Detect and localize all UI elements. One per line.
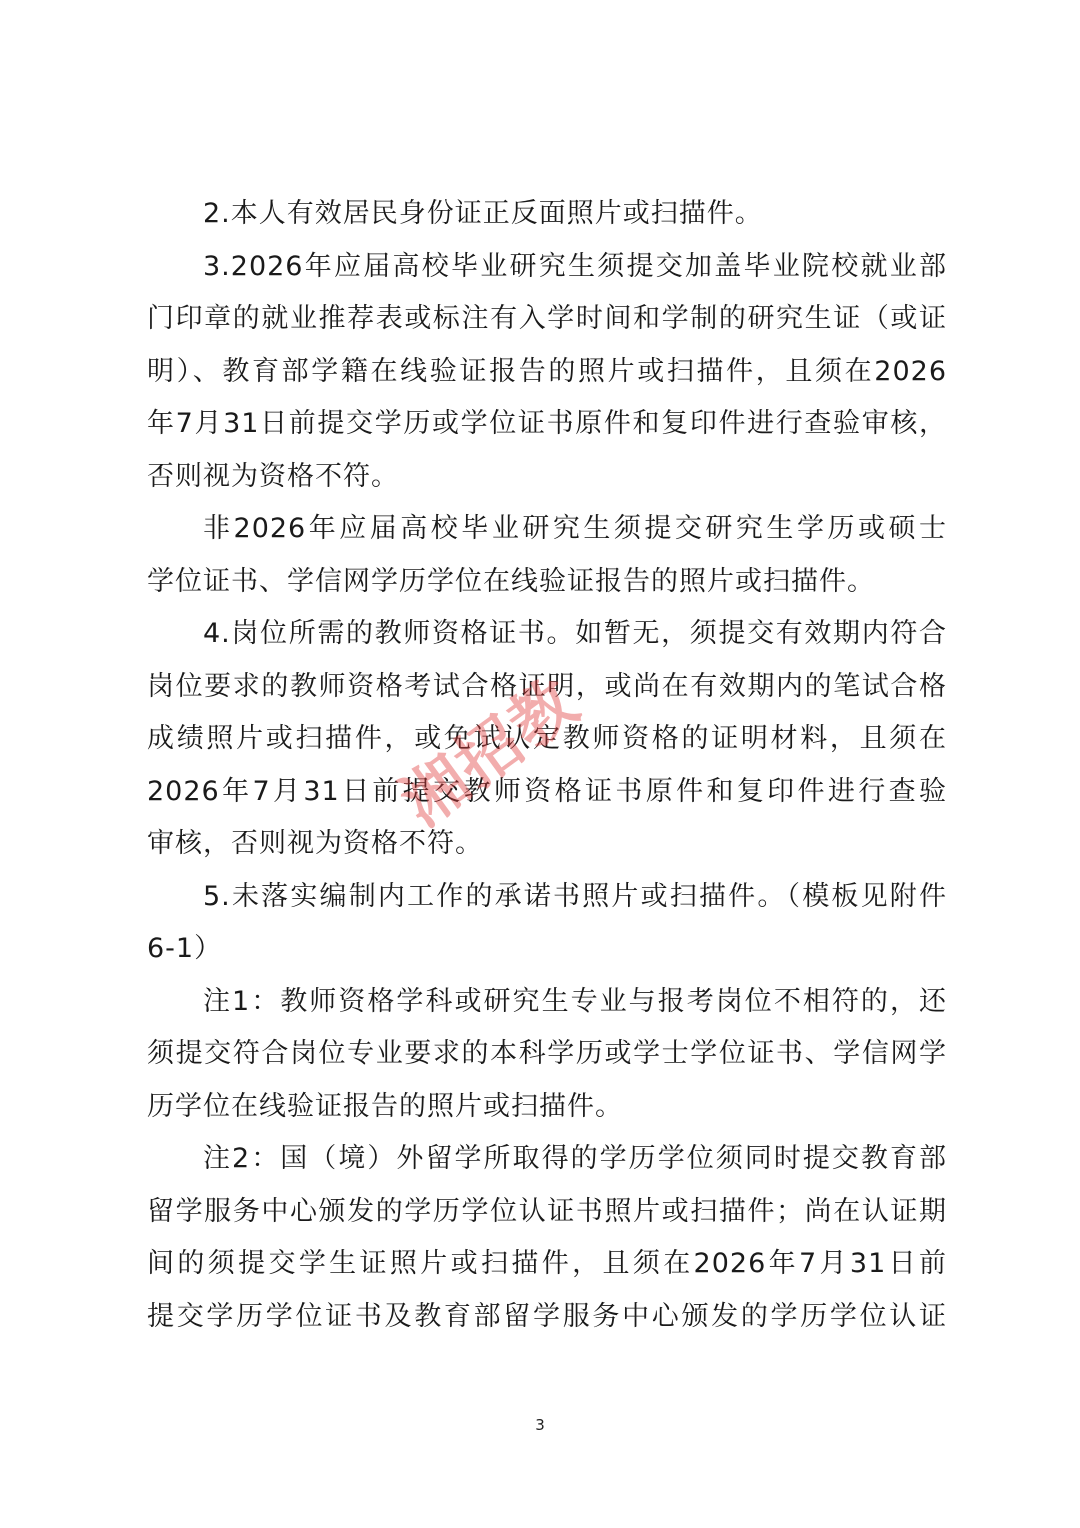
text-line: 岗位要求的教师资格考试合格证明，或尚在有效期内的笔试合格	[147, 670, 947, 702]
text-line: 6-1）	[147, 933, 223, 964]
text-line: 4.岗位所需的教师资格证书。如暂无，须提交有效期内符合	[203, 618, 947, 649]
text-line: 间的须提交学生证照片或扫描件，且须在2026年7月31日前	[147, 1248, 947, 1279]
text-line: 明）、教育部学籍在线验证报告的照片或扫描件，且须在2026	[147, 355, 947, 387]
text-line: 学位证书、学信网学历学位在线验证报告的照片或扫描件。	[147, 565, 875, 597]
text-line: 留学服务中心颁发的学历学位认证书照片或扫描件；尚在认证期	[147, 1195, 947, 1227]
text-line: 5.未落实编制内工作的承诺书照片或扫描件。（模板见附件	[203, 880, 947, 912]
text-line: 年7月31日前提交学历或学位证书原件和复印件进行查验审核，	[147, 408, 947, 439]
text-line: 注2：国（境）外留学所取得的学历学位须同时提交教育部	[203, 1143, 947, 1174]
text-line: 门印章的就业推荐表或标注有入学时间和学制的研究生证（或证	[147, 303, 947, 334]
text-line: 须提交符合岗位专业要求的本科学历或学士学位证书、学信网学	[147, 1038, 947, 1069]
document-body	[147, 188, 947, 1343]
text-line: 审核，否则视为资格不符。	[147, 828, 483, 859]
text-line: 否则视为资格不符。	[147, 460, 399, 492]
text-line: 成绩照片或扫描件，或免试认定教师资格的证明材料，且须在	[147, 723, 947, 754]
page-number: 3	[535, 1416, 545, 1434]
watermark: 湘招教	[388, 664, 593, 841]
text-line: 非2026年应届高校毕业研究生须提交研究生学历或硕士	[203, 513, 947, 544]
text-line: 提交学历学位证书及教育部留学服务中心颁发的学历学位认证	[147, 1300, 947, 1332]
text-line: 2.本人有效居民身份证正反面照片或扫描件。	[203, 198, 763, 229]
text-line: 2026年7月31日前提交教师资格证书原件和复印件进行查验	[147, 775, 947, 807]
text-line: 历学位在线验证报告的照片或扫描件。	[147, 1090, 623, 1122]
text-line: 3.2026年应届高校毕业研究生须提交加盖毕业院校就业部	[203, 250, 947, 282]
text-line: 注1：教师资格学科或研究生专业与报考岗位不相符的，还	[203, 985, 947, 1017]
